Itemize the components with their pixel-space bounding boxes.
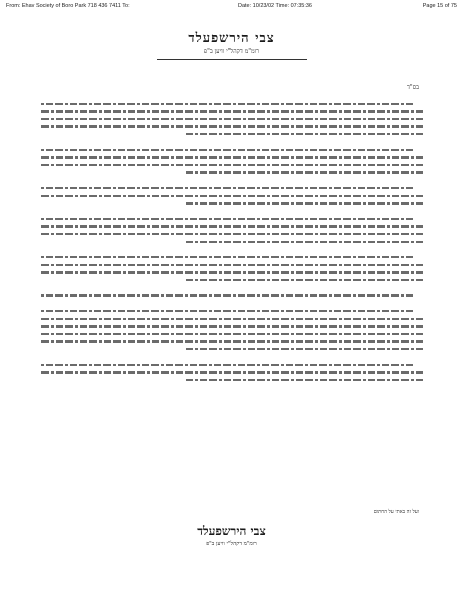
fax-header [6,3,457,15]
closing-line: ועל זה באתי על החתום [373,509,419,515]
text-line [40,230,423,238]
signature-subtitle: רומ"מ דקהל"י וויען ב"פ [206,541,257,547]
text-line [40,307,423,315]
letter-paragraph [40,146,423,176]
letter-paragraph [40,361,423,384]
letterhead-divider [157,59,307,60]
letter-paragraph [40,184,423,207]
text-line [40,146,423,154]
letter-paragraph [40,215,423,245]
text-line [40,323,423,331]
text-line [186,200,423,208]
text-line [40,215,423,223]
text-line [40,100,423,108]
letterhead [0,30,463,60]
text-line [40,254,423,262]
text-line [40,154,423,162]
text-line [40,315,423,323]
text-line [40,115,423,123]
letterhead-subtitle: רומ"מ דקהל"י וויען ב"פ [203,48,260,55]
text-line [40,261,423,269]
text-line [40,192,423,200]
text-line [40,361,423,369]
text-line [40,123,423,131]
text-line [40,292,423,300]
letter-paragraph [40,100,423,138]
text-line [40,108,423,116]
text-line [186,345,423,353]
text-line [40,161,423,169]
text-line [40,338,423,346]
letter-paragraph [40,254,423,284]
fax-header-page: Page 15 of 75 [422,3,457,9]
text-line [186,376,423,384]
text-line [40,223,423,231]
signature-block [0,524,463,547]
letter-paragraph [40,292,423,300]
bsd-heading: בס"ד [407,84,419,91]
text-line [186,169,423,177]
text-line [40,369,423,377]
letterhead-name: צבי הירשפעלד [188,31,275,46]
signature-name: צבי הירשפעלד [197,524,266,538]
fax-header-date: Date: 10/23/02 Time: 07:35:36 [238,3,312,9]
text-line [186,276,423,284]
fax-header-from: From: Ehav Society of Boro Park 718 436 7411 To: [6,3,130,9]
text-line [40,330,423,338]
text-line [40,184,423,192]
letter-body [40,100,423,392]
text-line [186,130,423,138]
text-line [186,238,423,246]
text-line [40,269,423,277]
letter-paragraph [40,307,423,353]
